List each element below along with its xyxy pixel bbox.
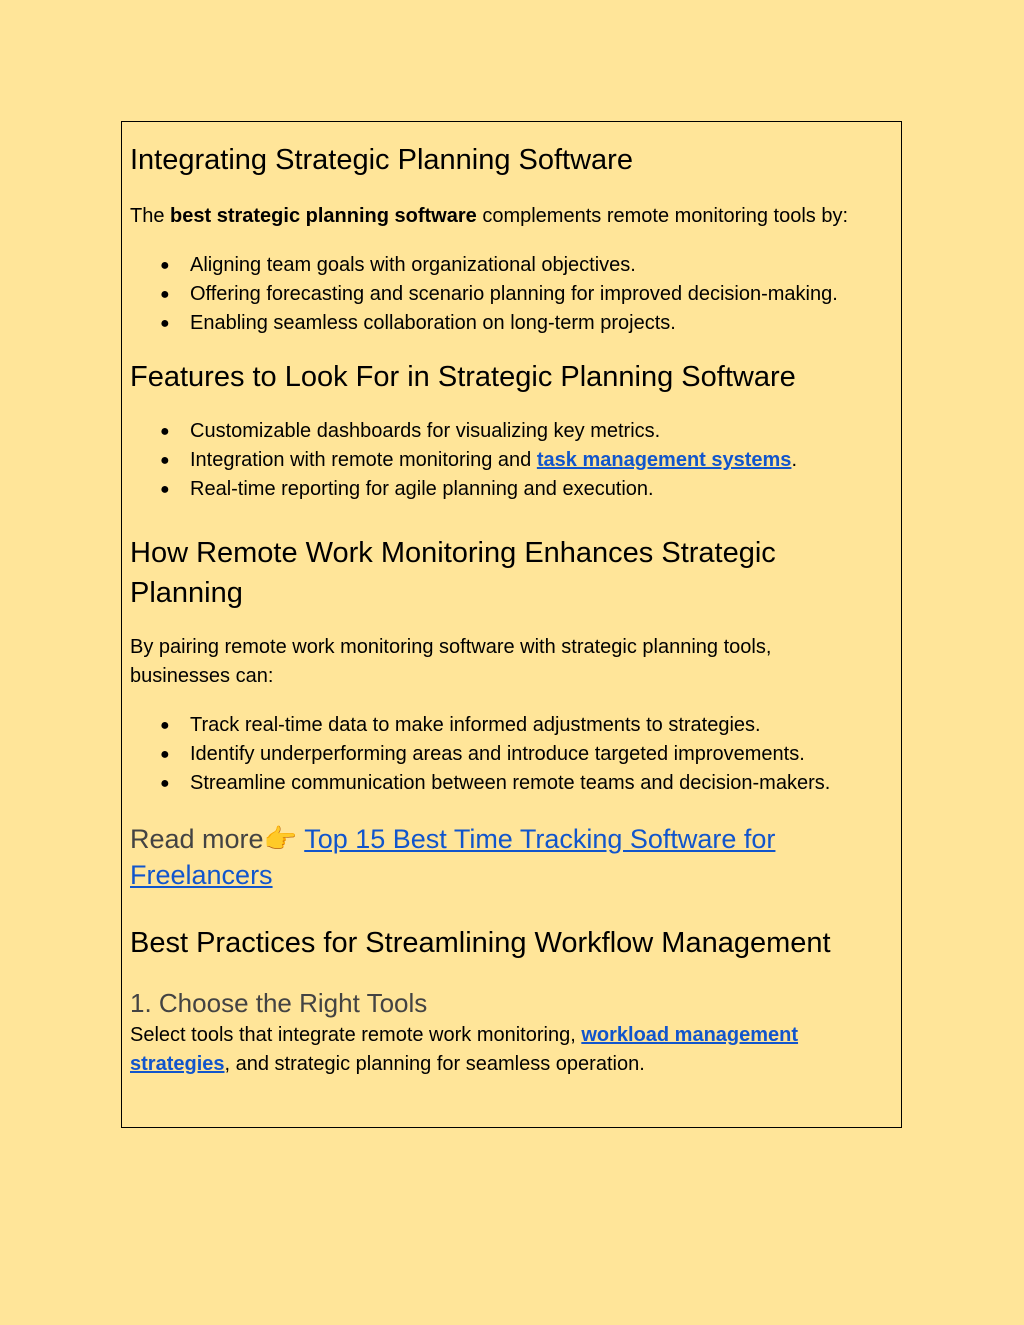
enhances-list <box>130 711 895 798</box>
choose-tools-text-end: , and strategic planning for seamless operation. <box>224 1053 645 1075</box>
list-item <box>130 475 895 504</box>
list-item-text: Integration with remote monitoring and <box>190 449 537 471</box>
heading-best-practices: Best Practices for Streamlining Workflow Management <box>130 927 831 959</box>
list-item-text: Offering forecasting and scenario planning for improved decision-making. <box>190 283 838 305</box>
bullet-icon: ● <box>160 746 170 763</box>
list-item <box>130 280 895 309</box>
enhances-intro: By pairing remote work monitoring software with strategic planning tools, businesses can: <box>130 636 772 687</box>
integrating-intro <box>130 202 895 231</box>
list-item-text: Enabling seamless collaboration on long-term projects. <box>190 312 676 334</box>
list-item <box>130 740 895 769</box>
heading-enhances: How Remote Work Monitoring Enhances Strategic Planning <box>130 537 776 609</box>
heading-features: Features to Look For in Strategic Planning Software <box>130 361 796 393</box>
list-item <box>130 309 895 338</box>
read-more <box>130 821 810 893</box>
integrating-list <box>130 251 895 338</box>
list-item-text: Streamline communication between remote teams and decision-makers. <box>190 772 831 794</box>
intro-text-end: complements remote monitoring tools by: <box>476 205 849 227</box>
features-list <box>130 417 895 504</box>
content-frame <box>121 121 902 1128</box>
list-item-text: . <box>791 449 797 471</box>
subheading-choose-tools: 1. Choose the Right Tools <box>130 988 428 1018</box>
list-item-text: Track real-time data to make informed adjustments to strategies. <box>190 714 761 736</box>
bullet-icon: ● <box>160 257 170 274</box>
document-content <box>130 122 895 1079</box>
task-management-systems-link[interactable]: task management systems <box>536 449 792 471</box>
bullet-icon: ● <box>160 315 170 332</box>
list-item <box>130 769 895 798</box>
list-item-text: Aligning team goals with organizational objectives. <box>190 254 636 276</box>
pointing-hand-icon: 👉 <box>263 824 298 854</box>
time-tracking-article-link[interactable]: Top 15 Best Time Tracking Software for Freelancers <box>130 824 776 890</box>
list-item-text: Real-time reporting for agile planning and execution. <box>190 478 654 500</box>
bullet-icon: ● <box>160 481 170 498</box>
bullet-icon: ● <box>160 286 170 303</box>
intro-text-start: The <box>130 205 171 227</box>
bullet-icon: ● <box>160 423 170 440</box>
workload-management-link[interactable]: workload management strategies <box>130 1024 799 1075</box>
list-item <box>130 711 895 740</box>
choose-tools-text-start: Select tools that integrate remote work monitoring, <box>130 1024 582 1046</box>
bullet-icon: ● <box>160 717 170 734</box>
choose-tools-text <box>130 1021 870 1079</box>
list-item <box>130 251 895 280</box>
bullet-icon: ● <box>160 775 170 792</box>
heading-integrating: Integrating Strategic Planning Software <box>130 144 633 176</box>
read-more-label: Read more <box>130 824 264 854</box>
bullet-icon: ● <box>160 452 170 469</box>
list-item <box>130 446 895 475</box>
list-item <box>130 417 895 446</box>
list-item-text: Customizable dashboards for visualizing key metrics. <box>190 420 661 442</box>
list-item-text: Identify underperforming areas and introduce targeted improvements. <box>190 743 805 765</box>
intro-bold-text: best strategic planning software <box>170 205 477 227</box>
